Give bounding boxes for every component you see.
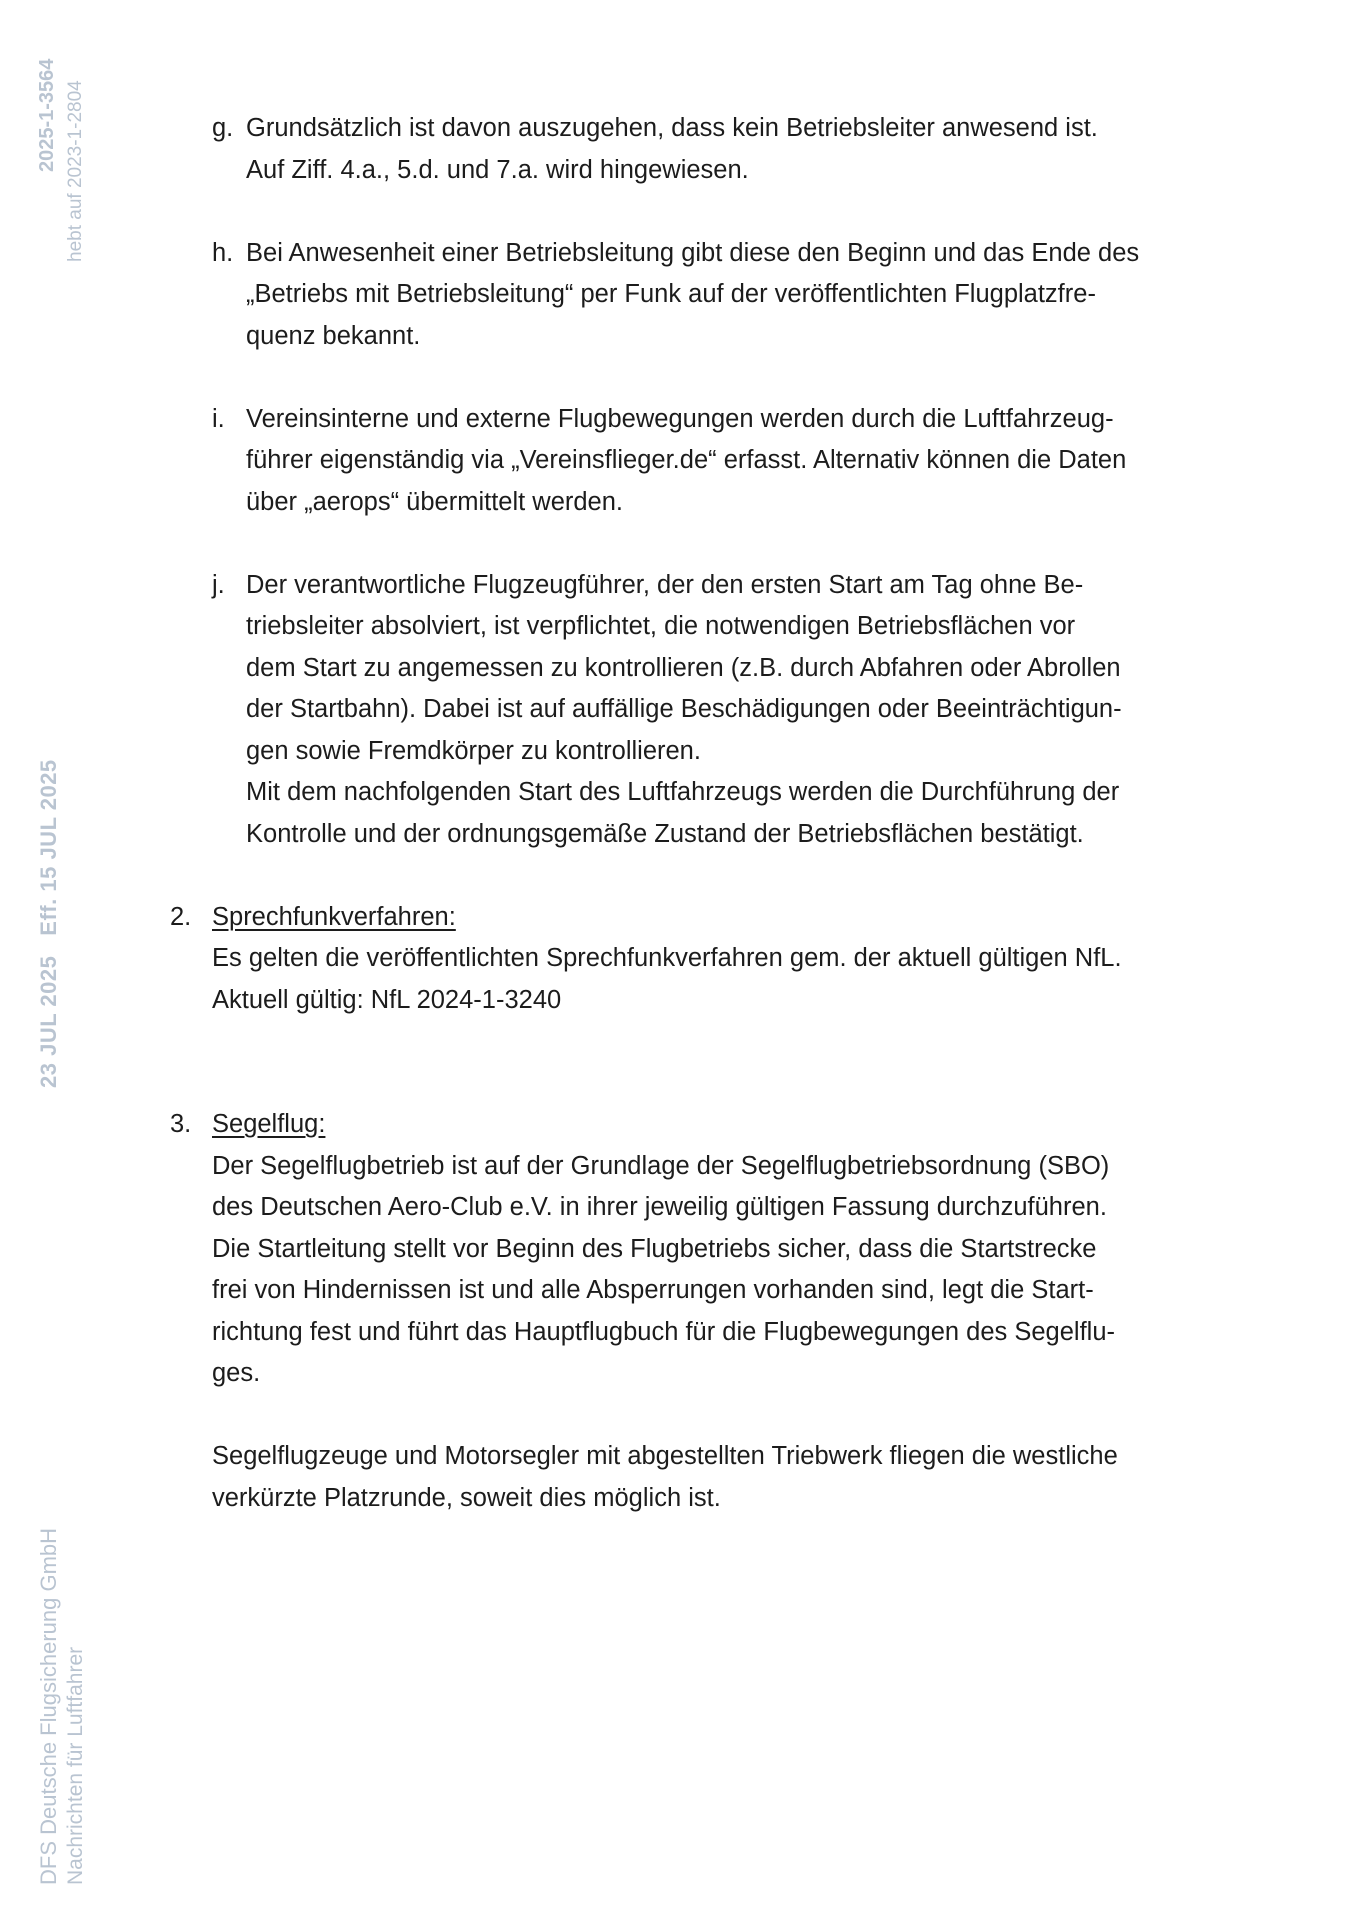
section-heading: Segelflug: xyxy=(212,1110,326,1138)
document-reference: 2025-1-3564 xyxy=(36,58,58,172)
section-number: 2. xyxy=(170,902,192,931)
section-heading: Sprechfunkverfahren: xyxy=(212,902,456,931)
section-2 xyxy=(170,897,1250,1022)
text-line: quenz bekannt. xyxy=(246,321,421,350)
publication-date: 23 JUL 2025 xyxy=(36,955,61,1088)
text-line: Kontrolle und der ordnungsgemäße Zustand der Betriebsflächen bestätigt. xyxy=(246,819,1084,848)
organization-name: DFS Deutsche Flugsicherung GmbH xyxy=(36,1527,61,1885)
text-line: Auf Ziff. 4.a., 5.d. und 7.a. wird hingewiesen. xyxy=(246,155,749,184)
text-line: der Startbahn). Dabei ist auf auffällige Beschädigungen oder Beeinträchtigun- xyxy=(246,695,1122,723)
text-line: Mit dem nachfolgenden Start des Luftfahrzeugs werden die Durchführung der xyxy=(246,778,1120,806)
list-item-j xyxy=(170,565,1250,856)
text-line: führer eigenständig via „Vereinsflieger.de“ erfasst. Alternativ können die Daten xyxy=(246,446,1127,474)
list-letter: g. xyxy=(212,114,234,142)
text-line: Es gelten die veröffentlichten Sprechfunkverfahren gem. der aktuell gültigen NfL. xyxy=(212,944,1122,972)
text-line: verkürzte Platzrunde, soweit dies möglich ist. xyxy=(212,1483,721,1512)
list-item-g xyxy=(170,108,1250,191)
text-line: frei von Hindernissen ist und alle Absperrungen vorhanden sind, legt die Start- xyxy=(212,1276,1094,1304)
text-line: Bei Anwesenheit einer Betriebsleitung gibt diese den Beginn und das Ende des xyxy=(246,238,1140,267)
text-line: triebsleiter absolviert, ist verpflichtet, die notwendigen Betriebsflächen vor xyxy=(246,612,1076,640)
section-number: 3. xyxy=(170,1110,192,1138)
list-letter: j. xyxy=(212,570,225,599)
text-line: Aktuell gültig: NfL 2024-1-3240 xyxy=(212,985,562,1014)
text-line: Segelflugzeuge und Motorsegler mit abgestellten Triebwerk fliegen die westliche xyxy=(212,1442,1118,1470)
text-line: „Betriebs mit Betriebsleitung“ per Funk auf der veröffentlichten Flugplatzfre- xyxy=(246,280,1096,308)
text-line: richtung fest und führt das Hauptflugbuch für die Flugbewegungen des Segelflu- xyxy=(212,1317,1116,1346)
list-item-h xyxy=(170,233,1250,358)
list-item-i xyxy=(170,399,1250,524)
text-line: gen sowie Fremdkörper zu kontrollieren. xyxy=(246,736,701,765)
effective-date: Eff. 15 JUL 2025 xyxy=(36,759,61,936)
publication-series: Nachrichten für Luftfahrer xyxy=(64,1646,87,1885)
date-stamp xyxy=(36,759,62,1088)
list-letter: i. xyxy=(212,404,225,433)
text-line: Die Startleitung stellt vor Beginn des Flugbetriebs sicher, dass die Startstrecke xyxy=(212,1234,1097,1263)
text-line: ges. xyxy=(212,1359,261,1387)
text-line: Grundsätzlich ist davon auszugehen, dass kein Betriebsleiter anwesend ist. xyxy=(246,114,1098,142)
list-letter: h. xyxy=(212,238,234,267)
text-line: des Deutschen Aero-Club e.V. in ihrer jeweilig gültigen Fassung durchzuführen. xyxy=(212,1193,1107,1221)
text-line: dem Start zu angemessen zu kontrollieren (z.B. durch Abfahren oder Abrollen xyxy=(246,653,1121,682)
text-line: über „aerops“ übermittelt werden. xyxy=(246,487,624,516)
section-3 xyxy=(170,1104,1250,1519)
supersedes-reference: hebt auf 2023-1-2804 xyxy=(65,80,86,262)
document-body xyxy=(170,108,1250,1519)
text-line: Vereinsinterne und externe Flugbewegungen werden durch die Luftfahrzeug- xyxy=(246,404,1114,433)
text-line: Der Segelflugbetrieb ist auf der Grundlage der Segelflugbetriebsordnung (SBO) xyxy=(212,1151,1110,1180)
text-line: Der verantwortliche Flugzeugführer, der den ersten Start am Tag ohne Be- xyxy=(246,570,1084,599)
